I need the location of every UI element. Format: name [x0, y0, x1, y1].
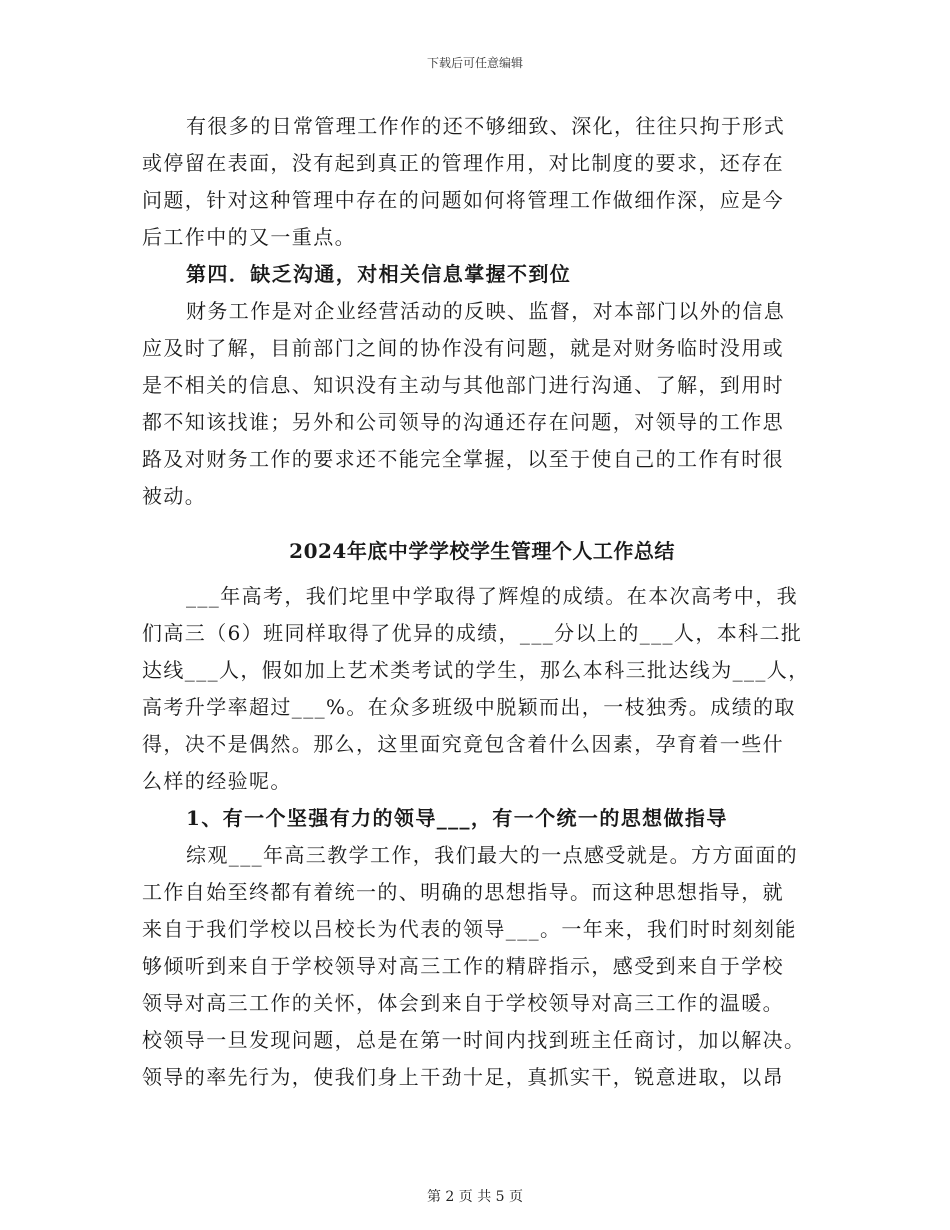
paragraph-line: 领导对高三工作的关怀，体会到来自于学校领导对高三工作的温暖。: [142, 991, 784, 1015]
paragraph-line: 领导的率先行为，使我们身上干劲十足，真抓实干，锐意进取，以昂: [142, 1065, 784, 1089]
paragraph-line: 得，决不是偶然。那么，这里面究竟包含着什么因素，孕育着一些什: [142, 732, 784, 756]
paragraph-line: 或停留在表面，没有起到真正的管理作用，对比制度的要求，还存在: [142, 151, 784, 175]
paragraph-line: 被动。: [142, 484, 207, 508]
paragraph-line: 校领导一旦发现问题，总是在第一时间内找到班主任商讨，加以解决。: [142, 1028, 806, 1052]
paragraph-line: 么样的经验呢。: [142, 769, 292, 793]
page-header: 下载后可任意编辑: [426, 56, 523, 70]
paragraph-line: 问题，针对这种管理中存在的问题如何将管理工作做细作深，应是今: [142, 188, 784, 212]
paragraph: [142, 108, 822, 256]
paragraph-line: 够倾听到来自于学校领导对高三工作的精辟指示，感受到来自于学校: [142, 954, 784, 978]
paragraph-line: 达线___人，假如加上艺术类考试的学生，那么本科三批达线为___人，: [142, 658, 810, 682]
paragraph-line: 都不知该找谁；另外和公司领导的沟通还存在问题，对领导的工作思: [142, 410, 784, 434]
paragraph-line: 应及时了解，目前部门之间的协作没有问题，就是对财务临时没用或: [142, 336, 784, 360]
paragraph-line: 高考升学率超过___%。在众多班级中脱颖而出，一枝独秀。成绩的取: [142, 695, 796, 719]
section-heading: 1、有一个坚强有力的领导___，有一个统一的思想做指导: [186, 806, 728, 830]
paragraph-line: 是不相关的信息、知识没有主动与其他部门进行沟通、了解，到用时: [142, 373, 784, 397]
paragraph-line: 们高三（6）班同样取得了优异的成绩，___分以上的___人，本科二批: [142, 621, 803, 645]
paragraph-line: 后工作中的又一重点。: [142, 225, 356, 249]
paragraph: [142, 578, 822, 800]
document-title: 2024年底中学学校学生管理个人工作总结: [289, 539, 675, 563]
paragraph-line: ___年高考，我们坨里中学取得了辉煌的成绩。在本次高考中，我: [186, 584, 798, 608]
section-heading: 第四．缺乏沟通，对相关信息掌握不到位: [186, 262, 572, 286]
paragraph: [142, 293, 822, 515]
paragraph-line: 有很多的日常管理工作作的还不够细致、深化，往往只拘于形式: [186, 114, 786, 138]
paragraph-line: 工作自始至终都有着统一的、明确的思想指导。而这种思想指导，就: [142, 880, 784, 904]
paragraph-line: 综观___年高三教学工作，我们最大的一点感受就是。方方面面的: [186, 843, 798, 867]
document-body: [142, 108, 822, 1096]
paragraph-line: 路及对财务工作的要求还不能完全掌握，以至于使自己的工作有时很: [142, 447, 784, 471]
page-footer: 第 2 页 共 5 页: [426, 1189, 524, 1205]
paragraph-line: 来自于我们学校以吕校长为代表的领导___。一年来，我们时时刻刻能: [142, 917, 797, 941]
paragraph: [142, 837, 822, 1096]
paragraph-line: 财务工作是对企业经营活动的反映、监督，对本部门以外的信息: [186, 299, 786, 323]
